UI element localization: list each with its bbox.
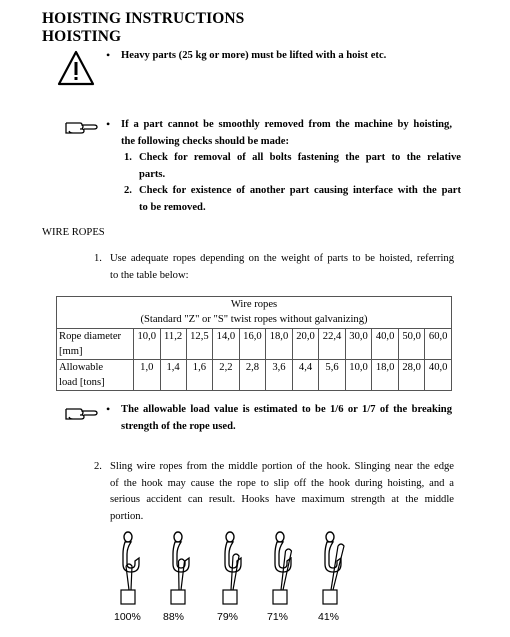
step1-line1: Use adequate ropes depending on the weight of parts to be hoisted, referring	[110, 253, 454, 264]
step2-line1: Sling wire ropes from the middle portion of the hook. Slinging near the edge	[110, 461, 454, 472]
table-cell: 3,6	[266, 360, 293, 391]
note1-line1: If a part cannot be smoothly removed from the machine by hoisting,	[121, 119, 452, 130]
bullet: •	[106, 402, 111, 416]
step2-line2: of the hook may cause the rope to slip off the hook during hoisting, and a	[110, 477, 454, 489]
note2-line1: The allowable load value is estimated to be 1/6 or 1/7 of the breaking	[121, 404, 452, 415]
note2-text	[121, 402, 452, 435]
table-header-line2: (Standard "Z" or "S" twist ropes without galvanizing)	[140, 313, 368, 325]
hook-percent-label: 100%	[114, 611, 141, 623]
hook-percent-label: 79%	[217, 611, 239, 623]
note2-line2: strength of the rope used.	[121, 420, 236, 432]
table-header	[57, 297, 452, 329]
table-cell: 2,8	[239, 360, 266, 391]
hook-icon	[171, 532, 189, 604]
list-number: 2.	[124, 185, 132, 196]
list-item-line1: Check for removal of all bolts fastening the part to the relative	[139, 152, 461, 163]
table-cell: 12,5	[186, 329, 213, 360]
table-cell: 10,0	[345, 360, 372, 391]
list-item	[121, 183, 461, 216]
step1-line2: to the table below:	[110, 269, 189, 281]
step-number: 1.	[94, 253, 102, 264]
table-cell: 5,6	[319, 360, 346, 391]
hook-icon	[273, 532, 292, 604]
table-cell: 60,0	[425, 329, 452, 360]
row-label-line2: [mm]	[59, 346, 83, 357]
step1-text	[110, 251, 454, 284]
table-cell: 50,0	[398, 329, 425, 360]
table-cell: 40,0	[372, 329, 399, 360]
table-cell: 30,0	[345, 329, 372, 360]
pointing-hand-icon	[64, 118, 98, 136]
table-cell: 22,4	[319, 329, 346, 360]
table-cell: 4,4	[292, 360, 319, 391]
table-row	[57, 360, 452, 391]
list-number: 1.	[124, 152, 132, 163]
step2-line4: portion.	[110, 510, 144, 522]
table-cell: 20,0	[292, 329, 319, 360]
hook-percent-row	[100, 611, 360, 625]
hook-percent-label: 88%	[163, 611, 185, 623]
wire-rope-table	[56, 296, 452, 391]
hook-percent-label: 41%	[318, 611, 340, 623]
table-cell: 1,6	[186, 360, 213, 391]
table-header-line1: Wire ropes	[230, 299, 278, 310]
table-cell: 1,4	[160, 360, 186, 391]
hook-illustrations	[100, 530, 360, 615]
bullet: •	[106, 48, 111, 62]
section-heading-wire-ropes: WIRE ROPES	[42, 227, 105, 238]
table-cell: 18,0	[372, 360, 399, 391]
row-label	[57, 329, 134, 360]
step-number: 2.	[94, 461, 102, 472]
list-item-line1: Check for existence of another part causing interface with the part	[139, 185, 461, 196]
step2-line3: serious accident can result. Hooks have maximum strength at the middle	[110, 494, 454, 505]
note1-text	[121, 117, 452, 150]
table-cell: 40,0	[425, 360, 452, 391]
table-cell: 18,0	[266, 329, 293, 360]
hook-icon	[323, 532, 344, 604]
note1-line2: the following checks should be made:	[121, 135, 290, 147]
list-item-line2: parts.	[139, 168, 166, 180]
hook-icon	[121, 532, 139, 604]
table-cell: 16,0	[239, 329, 266, 360]
row-label-line1: Rope diameter	[59, 331, 122, 342]
step2-text	[110, 459, 454, 525]
list-item	[121, 150, 461, 183]
hook-percent-label: 71%	[267, 611, 289, 623]
list-item-line2: to be removed.	[139, 201, 206, 213]
page-title: HOISTING INSTRUCTIONS	[42, 10, 245, 27]
warning-text: Heavy parts (25 kg or more) must be lifted with a hoist etc.	[121, 50, 387, 61]
note1-list	[121, 150, 461, 216]
table-cell: 28,0	[398, 360, 425, 391]
row-label-line2: load [tons]	[59, 377, 105, 388]
section-title: HOISTING	[42, 28, 122, 45]
bullet: •	[106, 117, 111, 131]
hook-icon	[223, 532, 241, 604]
warning-triangle-icon	[57, 50, 95, 86]
table-cell: 2,2	[213, 360, 240, 391]
table-cell: 14,0	[213, 329, 240, 360]
pointing-hand-icon	[64, 404, 98, 422]
row-label-line1: Allowable	[59, 362, 104, 373]
row-label	[57, 360, 134, 391]
table-cell: 1,0	[134, 360, 161, 391]
table-cell: 10,0	[134, 329, 161, 360]
table-row	[57, 329, 452, 360]
hook-diagram	[100, 530, 360, 615]
table-cell: 11,2	[160, 329, 186, 360]
